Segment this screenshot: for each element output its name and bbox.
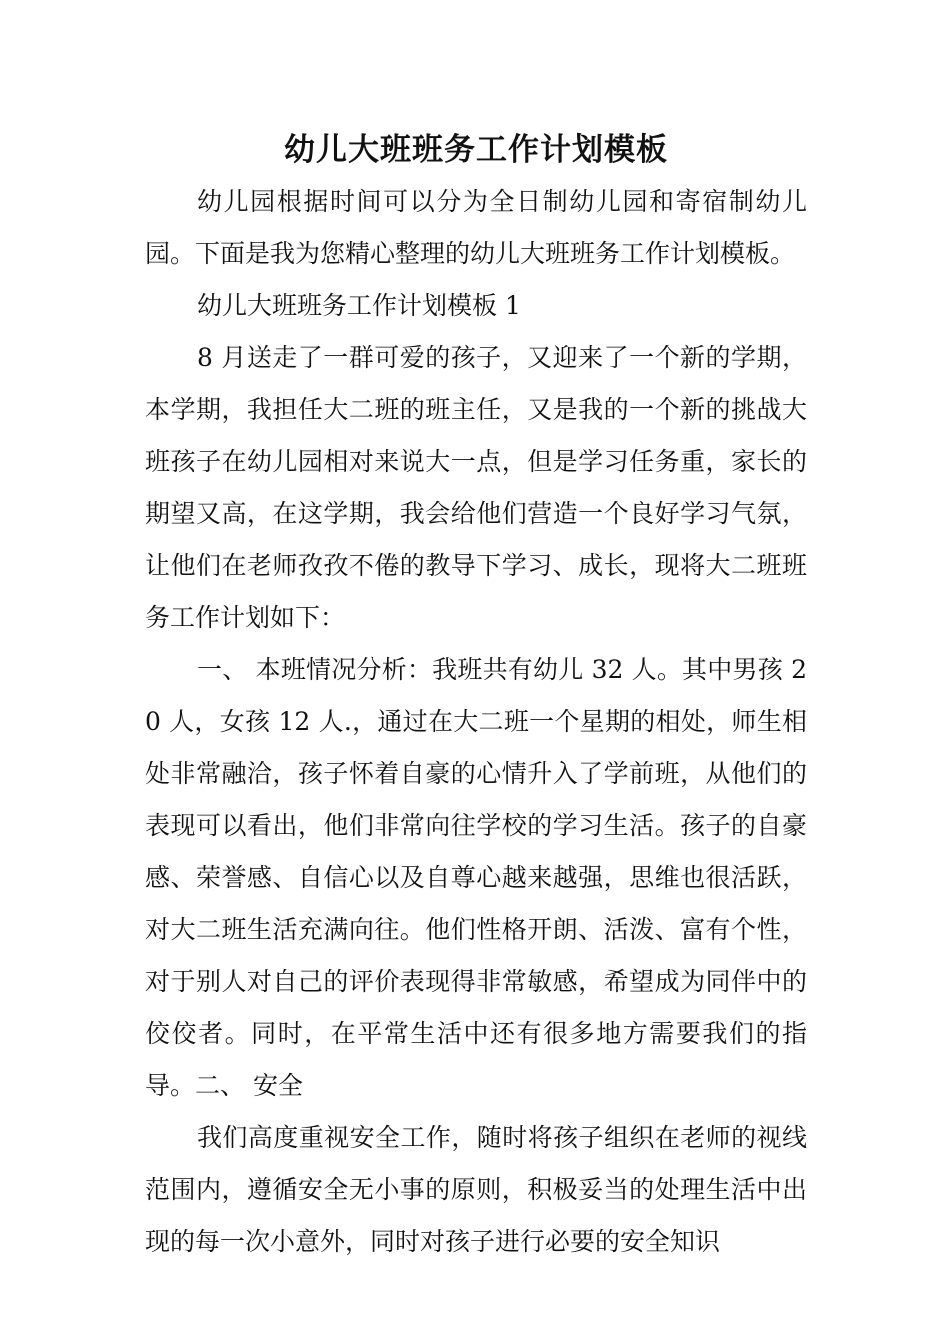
intro-paragraph: 幼儿园根据时间可以分为全日制幼儿园和寄宿制幼儿园。下面是我为您精心整理的幼儿大班班务工作计划模板。 bbox=[145, 187, 807, 268]
body-paragraph-1: 8 月送走了一群可爱的孩子，又迎来了一个新的学期，本学期，我担任大二班的班主任，又是我的一个新的挑战大班孩子在幼儿园相对来说大一点，但是学习任务重，家长的期望又高，在这学期，我会给他们营造一个良好学习气氛，让他们在老师孜孜不倦的教导下学习、成长，现将大二班班务工作计划如下： bbox=[145, 343, 807, 632]
document-page bbox=[145, 124, 807, 1268]
body-paragraph-3: 我们高度重视安全工作，随时将孩子组织在老师的视线范围内，遵循安全无小事的原则，积极妥当的处理生活中出现的每一次小意外，同时对孩子进行必要的安全知识 bbox=[145, 1123, 807, 1256]
document-title: 幼儿大班班务工作计划模板 bbox=[284, 132, 668, 168]
section-heading: 幼儿大班班务工作计划模板 1 bbox=[197, 291, 521, 320]
body-paragraph-2: 一、 本班情况分析：我班共有幼儿 32 人。其中男孩 20 人，女孩 12 人.，通过在大二班一个星期的相处，师生相处非常融洽，孩子怀着自豪的心情升入了学前班，从他们的表现可以看出，他们非常向往学校的学习生活。孩子的自豪感、荣誉感、自信心以及自尊心越来越强，思维也很活跃，对大二班生活充满向往。他们性格开朗、活泼、富有个性，对于别人对自己的评价表现得非常敏感，希望成为同伴中的佼佼者。同时，在平常生活中还有很多地方需要我们的指导。二、 安全 bbox=[145, 655, 807, 1100]
